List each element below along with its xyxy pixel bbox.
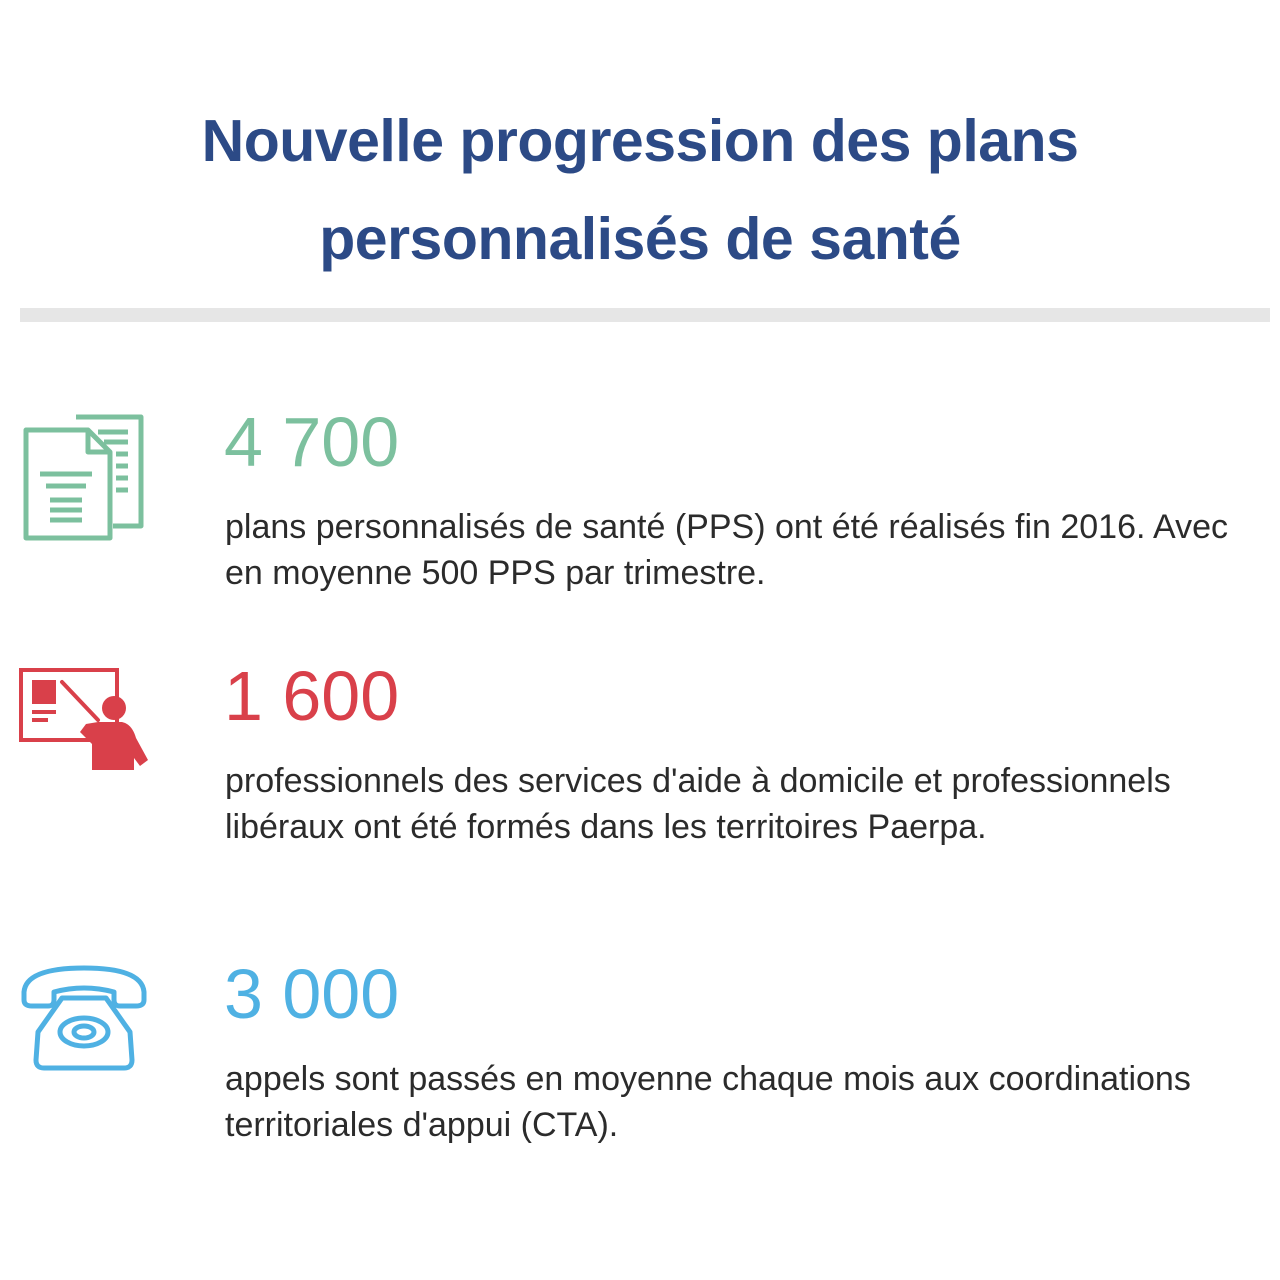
stat-description: plans personnalisés de santé (PPS) ont été réalisés fin 2016. Avec en moyenne 500 PPS par trimestre. [225,508,1228,592]
stat-description: appels sont passés en moyenne chaque mois aux coordinations territoriales d'appui (CTA). [225,1060,1191,1144]
title-divider [20,308,1270,322]
page-title-line-1: Nouvelle progression des plans [201,108,1079,174]
telephone-icon [18,956,153,1096]
stat-value: 1 600 [224,657,400,735]
page-title [40,92,1240,288]
documents-icon [18,404,153,544]
page-title-line-2: personnalisés de santé [319,206,961,272]
stat-description: professionnels des services d'aide à domicile et professionnels libéraux ont été formés dans les territoires Paerpa. [225,762,1171,846]
stat-value: 4 700 [224,403,400,481]
presentation-icon [18,658,153,798]
stat-value: 3 000 [224,955,400,1033]
